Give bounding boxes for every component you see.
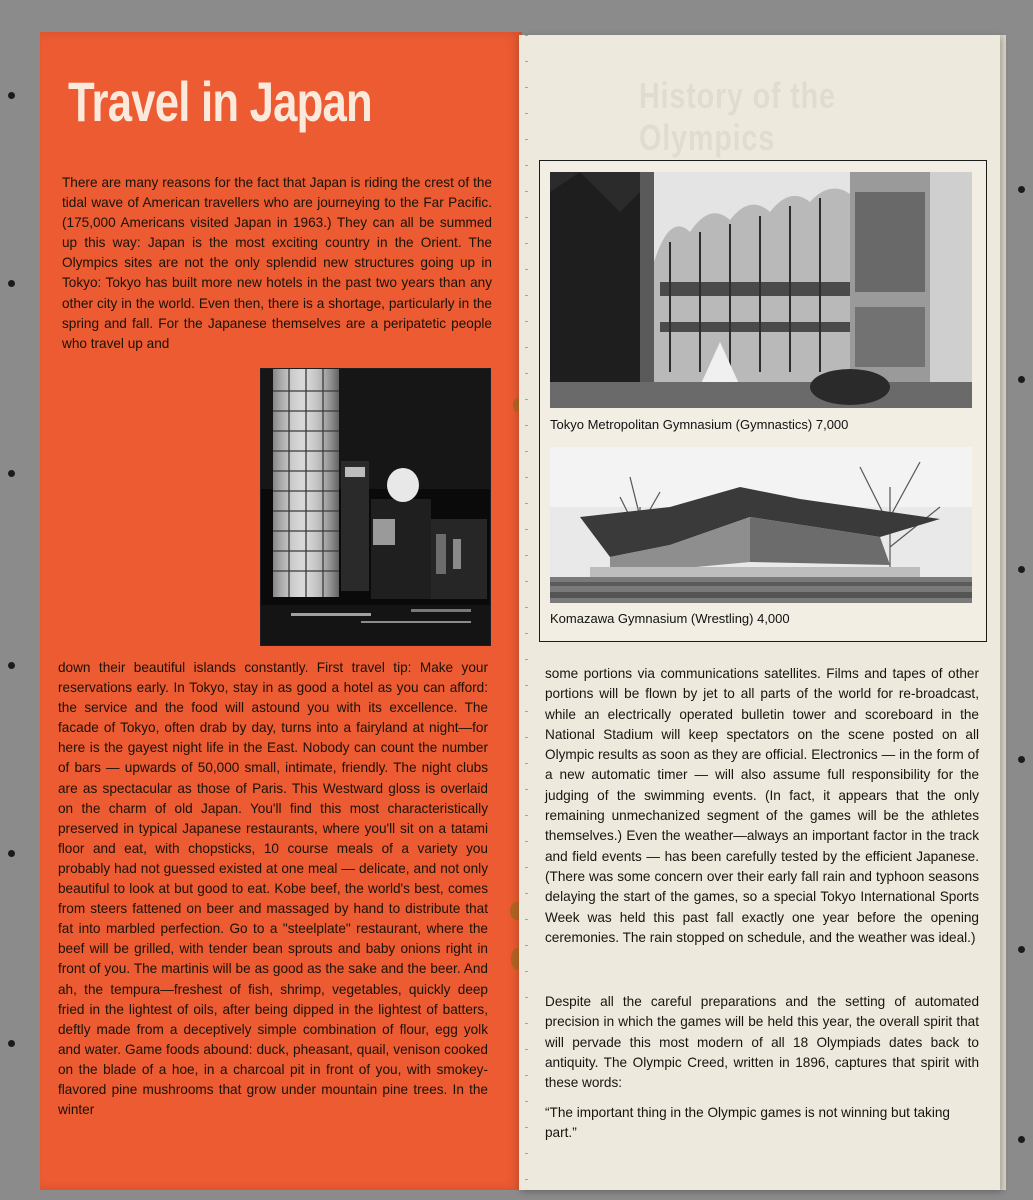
photo-frame (539, 160, 987, 642)
binder-hole (1018, 946, 1025, 953)
tokyo-night-photo (260, 368, 491, 646)
binder-hole (1018, 186, 1025, 193)
right-page (519, 35, 1000, 1190)
spine-stitching (525, 35, 528, 1190)
page-edge (1000, 35, 1006, 1190)
binder-hole (8, 280, 15, 287)
olympic-creed-quote: “The important thing in the Olympic games is not winning but taking part.” (545, 1105, 950, 1141)
binder-hole (8, 92, 15, 99)
binder-hole (1018, 756, 1025, 763)
binder-hole (8, 1040, 15, 1047)
binder-hole (8, 662, 15, 669)
intro-paragraph: There are many reasons for the fact that Japan is riding the crest of the tidal wave of American travellers who are journeying to the Far Pacific. (175,000 Americans visited Japan in 1963.) They can all be summed up this way: Japan is the most exciting country in the Orient. The Olympics sites are not the only splendid new structures going up in Tokyo: Tokyo has built more new hotels in the past two years than any other city in the world. Even then, there is a shortage, particularly in the spring and fall. For the Japanese themselves are a peripatetic people who travel up and (62, 175, 492, 351)
body-paragraph: Despite all the careful preparations and the setting of automated precision in which the games will be held this year, the overall spirit that will pervade this most modern of all 18 Olympiads dates back to antiquity. The Olympic Creed, written in 1896, captures that spirit with these words: (545, 994, 979, 1091)
page-title: Travel in Japan (68, 70, 372, 133)
body-paragraph: down their beautiful islands constantly. First travel tip: Make your reservations early. In Tokyo, stay in as good a hotel as you can afford: the service and the food will astound you with its excellence. The facade of Tokyo, often drab by day, turns into a fairyland at night—for here is the gayest night life in the East. Nobody can count the number of bars — upwards of 50,000 small, intimate, friendly. The night clubs are as spectacular as those of Paris. This Westward gloss is overlaid on the charm of old Japan. You'll find this most characteristically preserved in typical Japanese restaurants, where you'll sit on a tatami floor and eat, with chopsticks, 10 course meals of a variety you probably had not guessed existed at one meal — delicate, and not only beautiful to look at but good to eat. Kobe beef, the world's best, comes from steers fattened on beer and massaged by hand to distribute that fat into marbled perfection. Go to a "steelplate" restaurant, where the beef will be grilled, with tender bean sprouts and baby onions right in front of you. The martinis will be as good as the sake and the beer. And ah, the tempura—freshest of fish, shrimp, vegetables, quickly deep fried in the lightest of oils, after being dipped in the lightest of batters, deftly made from a deceptively simple combination of flour, egg yolk and water. Game foods abound: duck, pheasant, quail, venison cooked on the blade of a hoe, in a charcoal pit in front of you, with smokey-flavored pine mushrooms that grow under mountain pine trees. In the winter (58, 660, 488, 1118)
body-paragraph: some portions via communications satellites. Films and tapes of other portions will be flown by jet to all parts of the world for re-broadcast, while an electrically operated bulletin tower and scoreboard in the National Stadium will keep spectators on the scene posted on all Olympic results as soon as they are official. Electronics — in the form of a new automatic timer — will also assume full responsibility for the judging of the swimming events. (In fact, it appears that the only remaining unmechanized segment of the games will be the athletes themselves.) Even the weather—always an important factor in the track and field events — has been carefully tested by the efficient Japanese. (There was some concern over their early fall rain and typhoon seasons delaying the start of the games, so a special Tokyo International Sports Week was held this past fall exactly one year before the opening ceremonies. The rain stopped on schedule, and the weather was ideal.) (545, 666, 979, 945)
left-page (40, 32, 522, 1190)
binder-hole (1018, 566, 1025, 573)
bleed-through-heading: History of the Olympics (639, 75, 836, 158)
binder-hole (8, 470, 15, 477)
komazawa-gymnasium-photo (550, 447, 972, 603)
binder-hole (1018, 1136, 1025, 1143)
photo-caption: Tokyo Metropolitan Gymnasium (Gymnastics) 7,000 (550, 417, 849, 432)
binder-hole (1018, 376, 1025, 383)
binder-hole (8, 850, 15, 857)
photo-caption: Komazawa Gymnasium (Wrestling) 4,000 (550, 611, 790, 626)
metropolitan-gymnasium-photo (550, 172, 972, 408)
